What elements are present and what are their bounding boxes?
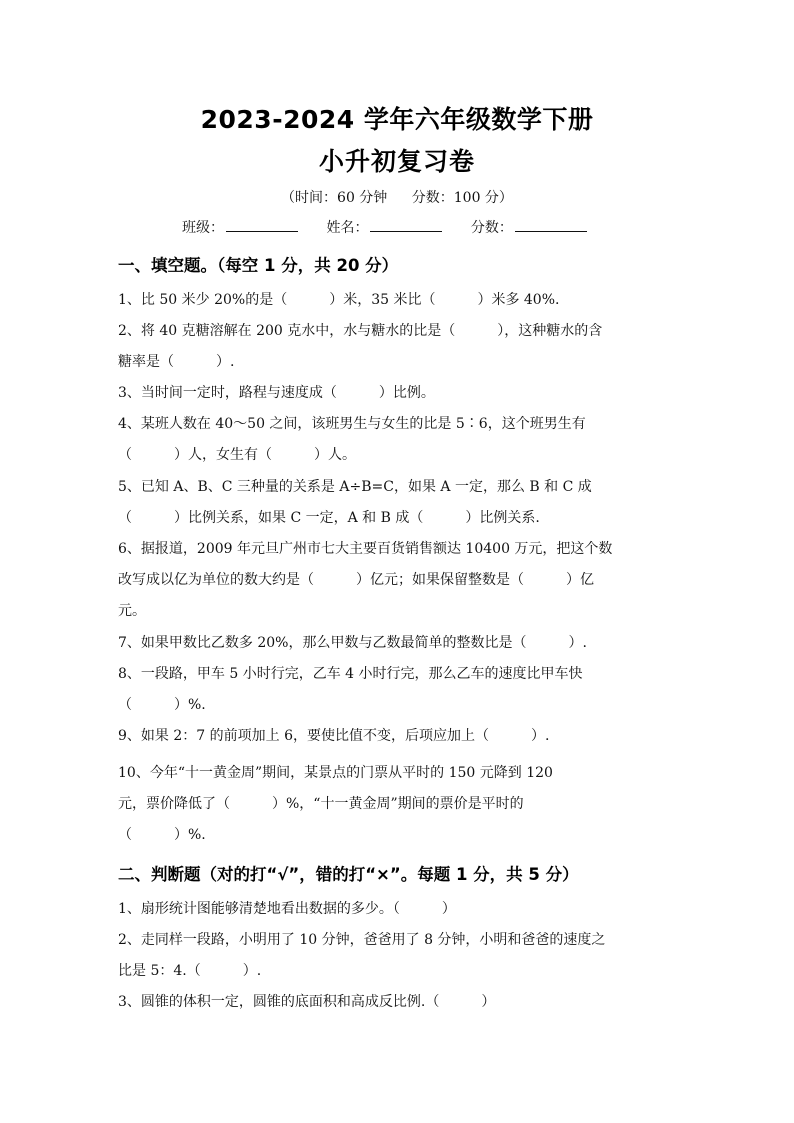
question-line: 6、据报道，2009 年元旦广州市七大主要百货销售额达 10400 万元，把这个数 — [118, 541, 613, 557]
name-blank[interactable] — [370, 216, 442, 232]
score-label: 分数： — [470, 220, 513, 236]
score-field — [471, 216, 587, 237]
question-line: 5、已知 A、B、C 三种量的关系是 A÷B=C，如果 A 一定，那么 B 和 C 成 — [118, 479, 592, 495]
class-field — [182, 216, 298, 237]
question-line: 2、走同样一段路，小明用了 10 分钟，爸爸用了 8 分钟，小明和爸爸的速度之 — [118, 932, 606, 948]
question-line: （ ）%. — [118, 827, 206, 843]
question-line: 1、扇形统计图能够清楚地看出数据的多少。（ ） — [118, 901, 456, 917]
question-line: 元。 — [118, 603, 146, 619]
class-blank[interactable] — [226, 216, 298, 232]
question-line: （ ）人，女生有（ ）人。 — [118, 447, 356, 463]
class-label: 班级： — [182, 220, 224, 236]
student-info-fields — [182, 216, 611, 237]
question-line: 糖率是（ ）. — [118, 354, 235, 370]
section-true-false-heading: 二、判断题（对的打“√”，错的打“×”。每题 1 分，共 5 分） — [118, 865, 579, 884]
question-line: 3、圆锥的体积一定，圆锥的底面积和高成反比例.（ ） — [118, 994, 496, 1010]
question-line: 比是 5：4.（ ）. — [118, 963, 262, 979]
section-fill-blank-heading: 一、填空题。（每空 1 分，共 20 分） — [118, 256, 399, 275]
question-line: 3、当时间一定时，路程与速度成（ ）比例。 — [118, 385, 435, 401]
question-line: 1、比 50 米少 20%的是（ ）米，35 米比（ ）米多 40%. — [118, 292, 560, 308]
question-line: 2、将 40 克糖溶解在 200 克水中，水与糖水的比是（ ），这种糖水的含 — [118, 323, 603, 339]
name-label: 姓名： — [326, 220, 369, 236]
exam-meta — [0, 187, 794, 207]
exam-title: 2023-2024 学年六年级数学下册 — [200, 105, 594, 134]
question-line: 改写成以亿为单位的数大约是（ ）亿元；如果保留整数是（ ）亿 — [118, 572, 594, 588]
question-line: 元，票价降低了（ ）%，“十一黄金周”期间的票价是平时的 — [118, 796, 524, 812]
question-line: （ ）比例关系，如果 C 一定，A 和 B 成（ ）比例关系. — [118, 510, 540, 526]
question-line: 8、一段路，甲车 5 小时行完，乙车 4 小时行完，那么乙车的速度比甲车快 — [118, 666, 583, 682]
name-field — [326, 216, 442, 237]
score-blank[interactable] — [515, 216, 587, 232]
question-line: 9、如果 2：7 的前项加上 6，要使比值不变，后项应加上（ ）. — [118, 728, 550, 744]
question-line: 4、某班人数在 40～50 之间，该班男生与女生的比是 5∶6，这个班男生有 — [118, 416, 586, 432]
exam-subtitle: 小升初复习卷 — [318, 147, 475, 176]
question-line: （ ）%. — [118, 697, 206, 713]
question-line: 10、今年“十一黄金周”期间，某景点的门票从平时的 150 元降到 120 — [118, 765, 553, 781]
exam-score-total: 分数：100 分） — [411, 190, 513, 206]
question-line: 7、如果甲数比乙数多 20%，那么甲数与乙数最简单的整数比是（ ）. — [118, 635, 587, 651]
exam-time: （时间：60 分钟 — [281, 190, 388, 206]
